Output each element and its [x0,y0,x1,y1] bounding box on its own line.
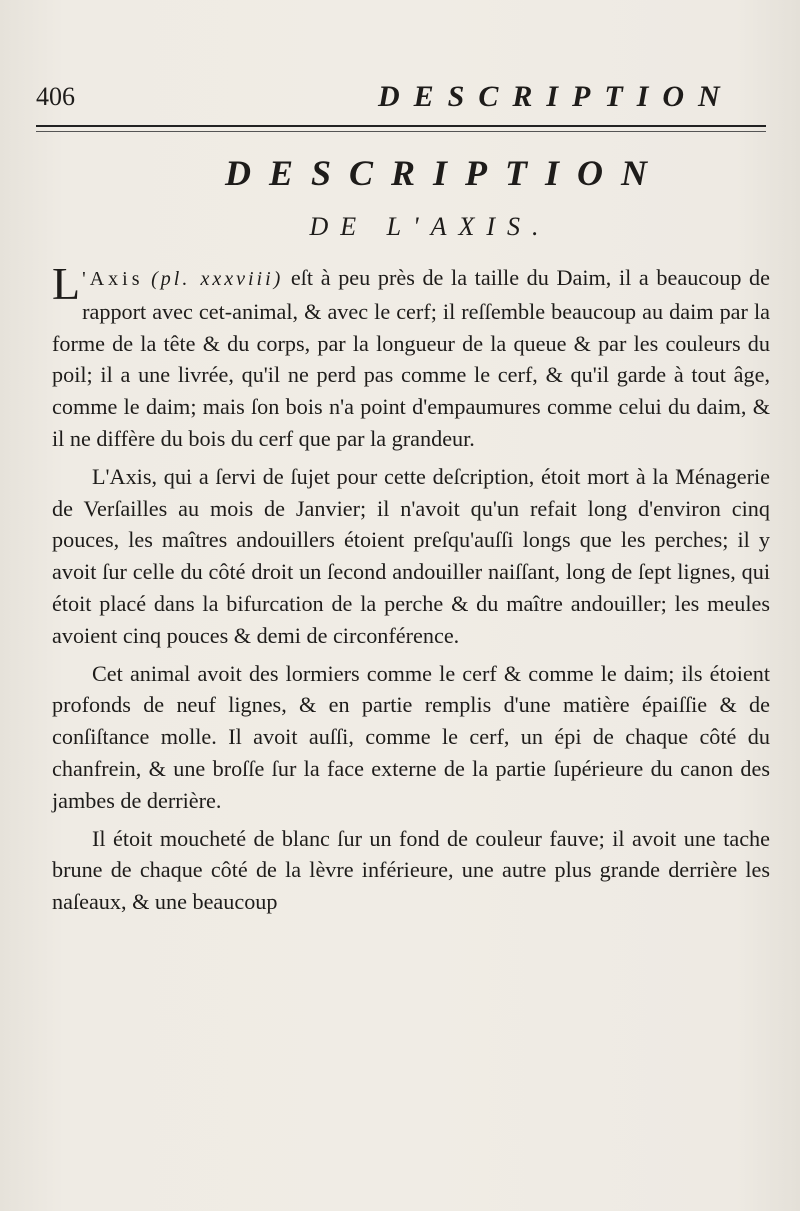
header-rule [36,125,766,127]
running-head: DESCRIPTION [378,80,734,113]
paragraph-3: Cet animal avoit des lormiers comme le cerf & comme le daim; ils étoient profonds de neuf lignes, & en partie remplis d'une matière épaiſſie & de conſiſtance molle. Il avoit auſſi, comme le cerf, un épi de chaque côté du chanfrein, & une broſſe ſur la face externe de la partie ſupérieure du canon des jambes de derrière. [52,660,770,813]
drop-cap: L [52,258,81,309]
page-number: 406 [36,82,75,111]
body-text [52,258,770,924]
header-rule-thin [36,131,766,132]
plate-reference: (pl. xxxviii) [151,268,284,290]
paragraph-1-text: eſt à peu près de la taille du Daim, il a beaucoup de rapport avec cet-animal, & avec le cerf; il reſſemble beaucoup au daim par la forme de la tête & du corps, par la longueur de la queue & par les couleurs du poil; il a une livrée, qu'il ne perd pas comme le cerf, & qu'il garde à tout âge, comme le daim; mais ſon bois n'a point d'empaumures comme celui du daim, & il ne diffère du bois du cerf que par la grandeur. [52,265,770,451]
lead-word: 'Axis [82,268,144,290]
paragraph-2: L'Axis, qui a ſervi de ſujet pour cette deſcription, étoit mort à la Ménagerie de Verſailles au mois de Janvier; il n'avoit qu'un refait long d'environ cinq pouces, les maîtres andouillers étoient preſqu'auſſi longs que les perches; il y avoit ſur celle du côté droit un ſecond andouiller naiſſant, long de ſept lignes, qui étoit placé dans la bifurcation de la perche & du maître andouiller; les meules avoient cinq pouces & demi de circonférence. [52,463,770,648]
chapter-subtitle: DE L'AXIS. [309,212,551,241]
paragraph-4: Il étoit moucheté de blanc ſur un fond de couleur fauve; il avoit une tache brune de chaque côté de la lèvre inférieure, une autre plus grande derrière les naſeaux, & une beaucoup [52,825,770,915]
paragraph-1 [52,258,770,455]
chapter-title: DESCRIPTION [224,153,666,193]
